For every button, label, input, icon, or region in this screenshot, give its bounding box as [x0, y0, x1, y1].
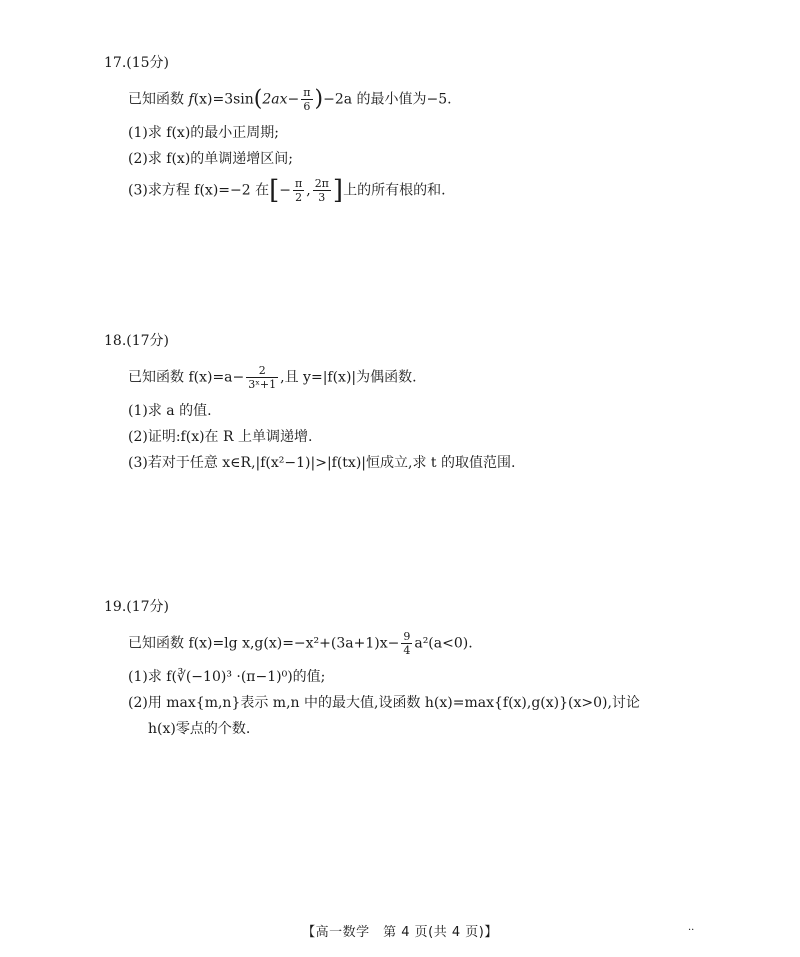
problem-17-part-2: (2)求 f(x)的单调递增区间; [128, 151, 293, 167]
fraction-numerator: π [295, 177, 303, 190]
problem-19-part-1: (1)求 f(∛(−10)³ ·(π−1)⁰)的值; [128, 669, 326, 685]
stem-2ax: 2ax [262, 91, 288, 108]
left-paren: ( [253, 86, 263, 112]
page-footer: 【高一数学 第 4 页(共 4 页)】 [302, 925, 498, 940]
part3-prefix: (3)求方程 f(x)=−2 在 [128, 182, 270, 199]
pi-over-6-fraction [301, 86, 312, 113]
neg-sign: − [279, 182, 291, 199]
problem-18-stem [128, 364, 724, 391]
fraction [246, 364, 278, 391]
problem-18 [104, 330, 724, 479]
problem-19 [104, 596, 724, 745]
problem-17-part-3 [128, 177, 724, 204]
problem-17 [104, 52, 724, 210]
stem-prefix: 已知函数 [128, 91, 189, 108]
stem-suffix: ,且 y=|f(x)|为偶函数. [280, 369, 417, 386]
comma: , [306, 182, 311, 199]
problem-18-header: 18.(17分) [104, 333, 170, 349]
stem-fx: (x) [193, 91, 213, 108]
problem-19-header: 19.(17分) [104, 599, 170, 615]
fraction-numerator: 9 [403, 630, 411, 643]
stem-prefix: 已知函数 f(x)=lg x,g(x)=−x²+(3a+1)x− [128, 635, 400, 652]
fraction-denominator: 6 [303, 100, 311, 113]
part3-suffix: 上的所有根的和. [343, 182, 446, 199]
fraction-denominator: 2 [295, 191, 303, 204]
fraction-denominator: 3 [318, 191, 326, 204]
problem-18-part-3: (3)若对于任意 x∈R,|f(x²−1)|>|f(tx)|恒成立,求 t 的取值范围. [128, 455, 516, 471]
fraction-denominator: 4 [403, 644, 411, 657]
left-bracket: [ [269, 175, 280, 206]
fraction-numerator: π [303, 86, 311, 99]
stem-minus: − [287, 91, 300, 108]
fraction-denominator: 3ˣ+1 [248, 378, 277, 391]
fraction [401, 630, 412, 657]
fraction-numerator: 2π [314, 177, 329, 190]
right-paren: ) [314, 86, 324, 112]
corner-mark: ·· [688, 925, 695, 936]
stem-prefix: 已知函数 f(x)=a− [128, 369, 245, 386]
problem-19-stem [128, 630, 724, 657]
stem-eq: =3sin [212, 91, 254, 108]
pi-over-2-fraction [293, 177, 304, 204]
right-bracket: ] [332, 175, 344, 206]
problem-18-part-1: (1)求 a 的值. [128, 403, 212, 419]
fraction-numerator: 2 [246, 364, 278, 378]
stem-f: f [188, 91, 194, 108]
problem-17-part-1: (1)求 f(x)的最小正周期; [128, 125, 279, 141]
problem-18-part-2: (2)证明:f(x)在 R 上单调递增. [128, 429, 313, 445]
two-pi-over-3-fraction [313, 177, 331, 204]
problem-17-stem [128, 86, 724, 113]
problem-19-part-2: (2)用 max{m,n}表示 m,n 中的最大值,设函数 h(x)=max{f(x),g(x)}(x>0),讨论 [128, 695, 640, 711]
problem-17-header: 17.(15分) [104, 55, 170, 71]
stem-tail: −2a 的最小值为−5. [323, 91, 452, 108]
problem-19-part-2-continuation: h(x)零点的个数. [148, 721, 251, 737]
stem-suffix: a²(a<0). [414, 635, 473, 652]
